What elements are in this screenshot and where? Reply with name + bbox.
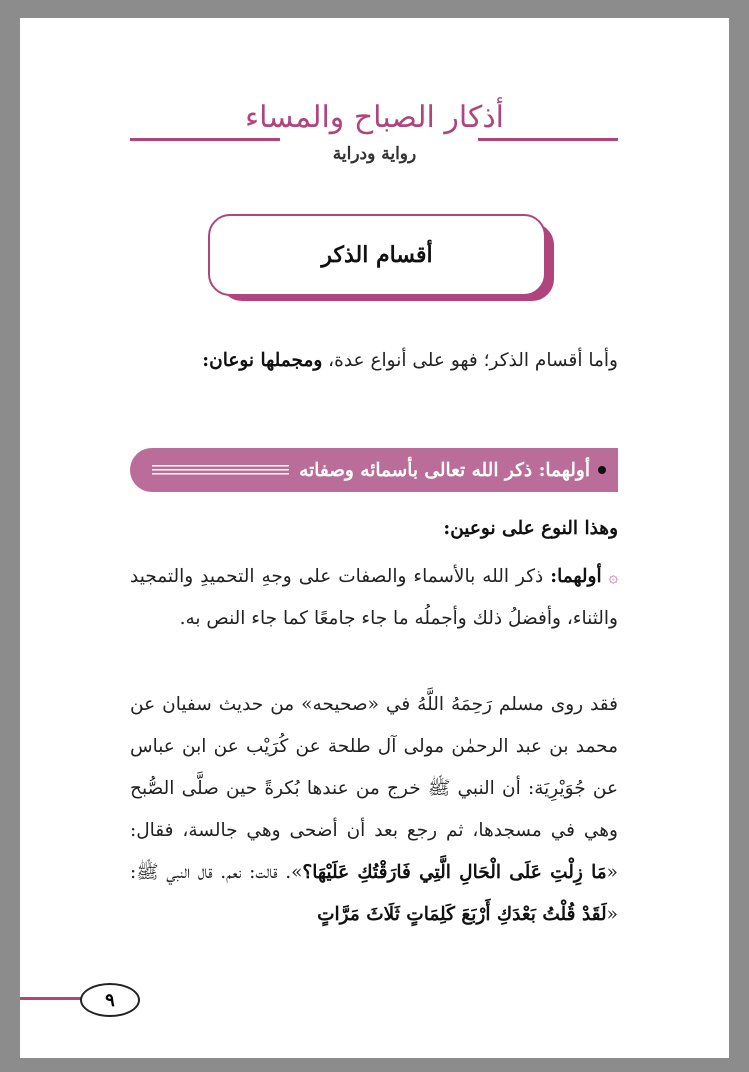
subheading: وهذا النوع على نوعين:: [443, 518, 618, 539]
book-page: [20, 18, 729, 1058]
point-one-label: أولهما:: [550, 566, 602, 587]
intro-paragraph: [130, 340, 618, 382]
intro-text: وأما أقسام الذكر؛ فهو على أنواع عدة،: [322, 350, 618, 371]
section-banner: [130, 448, 618, 492]
chapter-title: أقسام الذكر: [321, 242, 433, 268]
bullet-icon: [598, 466, 606, 474]
page-number: ٩: [80, 983, 140, 1017]
point-one-paragraph: [130, 556, 618, 640]
flower-marker-icon: ۞: [608, 567, 618, 586]
hadith-part-one: فقد روى مسلم رَحِمَهُ اللَّهُ في «صحيحه» من حديث سفيان عن محمد بن عبد الرحمٰن مولى آل طلحة عن كُرَيْب عن ابن عباس عن جُوَيْرِيَة: أن النبي ﷺ خرج من عندها بُكرةً حين صلَّى الصُّبح وهي في مسجدها، ثم رجع بعد أن أضحى وهي جالسة، فقال: «: [130, 694, 618, 883]
chapter-title-box: [208, 214, 546, 296]
hadith-paragraph: [130, 684, 618, 936]
hadith-part-two: ». قالت: نعم. قال النبي ﷺ: «: [130, 862, 618, 925]
intro-bold: ومجملها نوعان:: [202, 350, 323, 371]
hadith-quote-two: لَقَدْ قُلْتُ بَعْدَكِ أَرْبَعَ كَلِمَاتٍ ثَلَاثَ مَرَّاتٍ: [317, 904, 607, 925]
book-title: أذكار الصباح والمساء: [244, 100, 505, 135]
header-rule-right: [478, 138, 618, 141]
hadith-quote-one: مَا زِلْتِ عَلَى الْحَالِ الَّتِي فَارَقْتُكِ عَلَيْهَا؟: [302, 862, 607, 883]
header-rule-left: [130, 138, 280, 141]
section-title: أولهما: ذكر الله تعالى بأسمائه وصفاته: [299, 459, 590, 481]
book-subtitle: رواية ودراية: [332, 144, 417, 164]
point-one-text: ذكر الله بالأسماء والصفات على وجهِ التحميدِ والتمجيد والثناء، وأفضلُ ذلك وأجملُه ما جاء جامعًا كما جاء النص به.: [130, 566, 618, 629]
banner-lines-decoration: [152, 465, 289, 475]
